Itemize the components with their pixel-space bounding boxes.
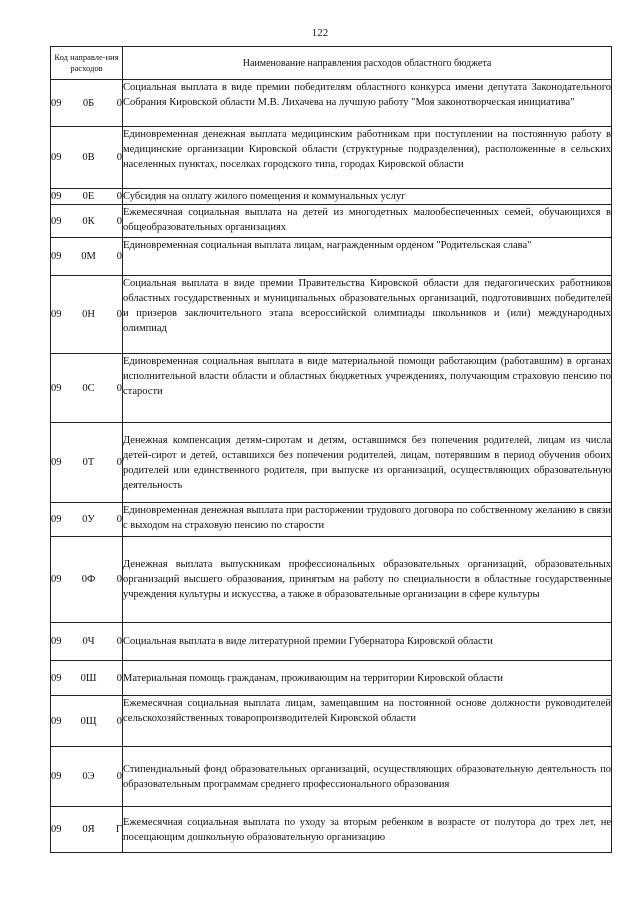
expense-name-cell: Единовременная социальная выплата лицам, награжденным орденом "Родительская слава" bbox=[123, 238, 612, 276]
expense-name-cell: Ежемесячная социальная выплата по уходу за вторым ребенком в возрасте от полутора до трех лет, не посещающим дошкольную образовательную организацию bbox=[123, 807, 612, 853]
code-part-1: 09 bbox=[51, 215, 62, 227]
expense-name-cell: Материальная помощь гражданам, проживающим на территории Кировской области bbox=[123, 661, 612, 696]
code-part-2: 0Ф bbox=[81, 574, 96, 585]
page-number: 122 bbox=[311, 27, 329, 39]
expense-name-cell: Ежемесячная социальная выплата лицам, замещавшим на постоянной основе должности руководителей сельскохозяйственных товаропроизводителей Кировской области bbox=[123, 696, 612, 747]
code-part-3: 0 bbox=[116, 672, 122, 684]
expense-name-cell: Стипендиальный фонд образовательных организаций, осуществляющих образовательную деятельность по образовательным программам среднего профессионального образования bbox=[123, 747, 612, 807]
expense-name-cell: Единовременная денежная выплата медицинским работникам при поступлении на постоянную работу в медицинские организации Кировской области (структурные подразделения), расположенные в сельских населенных пунктах, поселках городского типа, городах Кировской области bbox=[123, 127, 612, 189]
code-part-2: 0М bbox=[81, 251, 96, 262]
expense-directions-table bbox=[50, 46, 612, 853]
code-part-3: Г bbox=[115, 824, 122, 835]
table-row bbox=[51, 623, 612, 661]
code-part-2: 0К bbox=[82, 215, 95, 227]
expense-name-cell: Денежная выплата выпускникам профессиональных образовательных организаций, образовательных организаций высшего образования, принятым на работу по специальности в областные государственные учреждения культуры и искусства, а также в образовательные организации в сфере культуры bbox=[123, 537, 612, 623]
expense-code-cell bbox=[51, 423, 123, 503]
code-part-2: 0Ч bbox=[82, 636, 95, 647]
expense-code-cell bbox=[51, 696, 123, 747]
expense-code-cell bbox=[51, 238, 123, 276]
code-part-1: 09 bbox=[51, 636, 62, 647]
code-part-2: 0Т bbox=[82, 457, 95, 468]
table-row bbox=[51, 423, 612, 503]
code-part-2: 0Э bbox=[82, 771, 95, 782]
expense-name-cell: Денежная компенсация детям-сиротам и детям, оставшимся без попечения родителей, лицам из числа детей-сирот и детей, оставшихся без попечения родителей, лицам, потерявшим в период обучения обоих родителей или единственного родителя, при выпуске из организаций, осуществляющих образовательную деятельность bbox=[123, 423, 612, 503]
code-part-2: 0У bbox=[82, 514, 95, 525]
table-row bbox=[51, 696, 612, 747]
table-row bbox=[51, 189, 612, 205]
expense-code-cell bbox=[51, 354, 123, 423]
code-part-1: 09 bbox=[51, 771, 62, 782]
table-row bbox=[51, 537, 612, 623]
expense-name-cell: Ежемесячная социальная выплата на детей из многодетных малообеспеченных семей, обучающихся в общеобразовательных организациях bbox=[123, 205, 612, 238]
expense-name-cell: Единовременная денежная выплата при расторжении трудового договора по собственному желанию в связи с выходом на страховую пенсию по старости bbox=[123, 503, 612, 537]
code-part-2: 0Н bbox=[82, 309, 95, 320]
expense-name-cell: Социальная выплата в виде литературной премии Губернатора Кировской области bbox=[123, 623, 612, 661]
table-row bbox=[51, 807, 612, 853]
code-part-1: 09 bbox=[51, 152, 62, 163]
code-part-1: 09 bbox=[51, 457, 62, 468]
code-part-1: 09 bbox=[51, 824, 62, 835]
expense-code-cell bbox=[51, 276, 123, 354]
code-part-3: 0 bbox=[116, 514, 122, 525]
expense-code-cell bbox=[51, 80, 123, 127]
code-part-2: 0Е bbox=[82, 191, 95, 202]
expense-name-cell: Единовременная социальная выплата в виде материальной помощи работающим (работавшим) в органах исполнительной власти области и областных бюджетных учреждениях, получающим страховую пенсию по старости bbox=[123, 354, 612, 423]
expense-code-cell bbox=[51, 747, 123, 807]
expense-code-cell bbox=[51, 503, 123, 537]
expense-name-cell: Социальная выплата в виде премии победителям областного конкурса имени депутата Законодательного Собрания Кировской области М.В. Лихачева на лучшую работу "Моя законотворческая инициатива" bbox=[123, 80, 612, 127]
code-part-2: 0Ш bbox=[80, 672, 97, 684]
expense-code-cell bbox=[51, 205, 123, 238]
table-row bbox=[51, 503, 612, 537]
code-part-3: 0 bbox=[116, 715, 122, 727]
expense-code-cell bbox=[51, 661, 123, 696]
expense-code-cell bbox=[51, 537, 123, 623]
code-part-1: 09 bbox=[51, 715, 62, 727]
code-part-3: 0 bbox=[116, 771, 122, 782]
table-row bbox=[51, 127, 612, 189]
code-part-1: 09 bbox=[51, 382, 62, 394]
code-part-3: 0 bbox=[116, 152, 122, 163]
code-part-1: 09 bbox=[51, 251, 62, 262]
table-row bbox=[51, 747, 612, 807]
table-row bbox=[51, 80, 612, 127]
code-part-2: 0Щ bbox=[80, 715, 97, 727]
code-part-3: 0 bbox=[116, 191, 122, 202]
code-part-3: 0 bbox=[116, 251, 122, 262]
expense-name-cell: Социальная выплата в виде премии Правительства Кировской области для педагогических работников областных государственных и муниципальных образовательных организаций, подготовивших победителей и призеров заключительного этапа всероссийской олимпиады школьников и (или) международных олимпиад bbox=[123, 276, 612, 354]
code-part-3: 0 bbox=[116, 574, 122, 585]
code-part-1: 09 bbox=[51, 97, 62, 109]
code-part-1: 09 bbox=[51, 672, 62, 684]
table-row bbox=[51, 661, 612, 696]
code-part-2: 0С bbox=[82, 382, 95, 394]
name-column-header: Наименование направления расходов областного бюджета bbox=[123, 47, 612, 80]
code-part-3: 0 bbox=[116, 215, 122, 227]
code-part-3: 0 bbox=[116, 97, 122, 109]
expense-code-cell bbox=[51, 623, 123, 661]
code-part-1: 09 bbox=[51, 309, 62, 320]
code-part-3: 0 bbox=[116, 382, 122, 394]
code-part-2: 0Я bbox=[82, 824, 95, 835]
code-part-2: 0В bbox=[82, 152, 95, 163]
table-row bbox=[51, 354, 612, 423]
code-part-1: 09 bbox=[51, 191, 62, 202]
expense-code-cell bbox=[51, 807, 123, 853]
code-part-3: 0 bbox=[116, 457, 122, 468]
code-part-1: 09 bbox=[51, 514, 62, 525]
table-header-row bbox=[51, 47, 612, 80]
code-column-header: Код направле-ния расходов bbox=[51, 47, 123, 80]
code-part-1: 09 bbox=[51, 574, 62, 585]
table-row bbox=[51, 276, 612, 354]
expense-code-cell bbox=[51, 189, 123, 205]
code-part-2: 0Б bbox=[82, 97, 95, 109]
code-part-3: 0 bbox=[116, 636, 122, 647]
table-row bbox=[51, 205, 612, 238]
expense-name-cell: Субсидия на оплату жилого помещения и коммунальных услуг bbox=[123, 189, 612, 205]
table-row bbox=[51, 238, 612, 276]
code-part-3: 0 bbox=[116, 309, 122, 320]
expense-code-cell bbox=[51, 127, 123, 189]
